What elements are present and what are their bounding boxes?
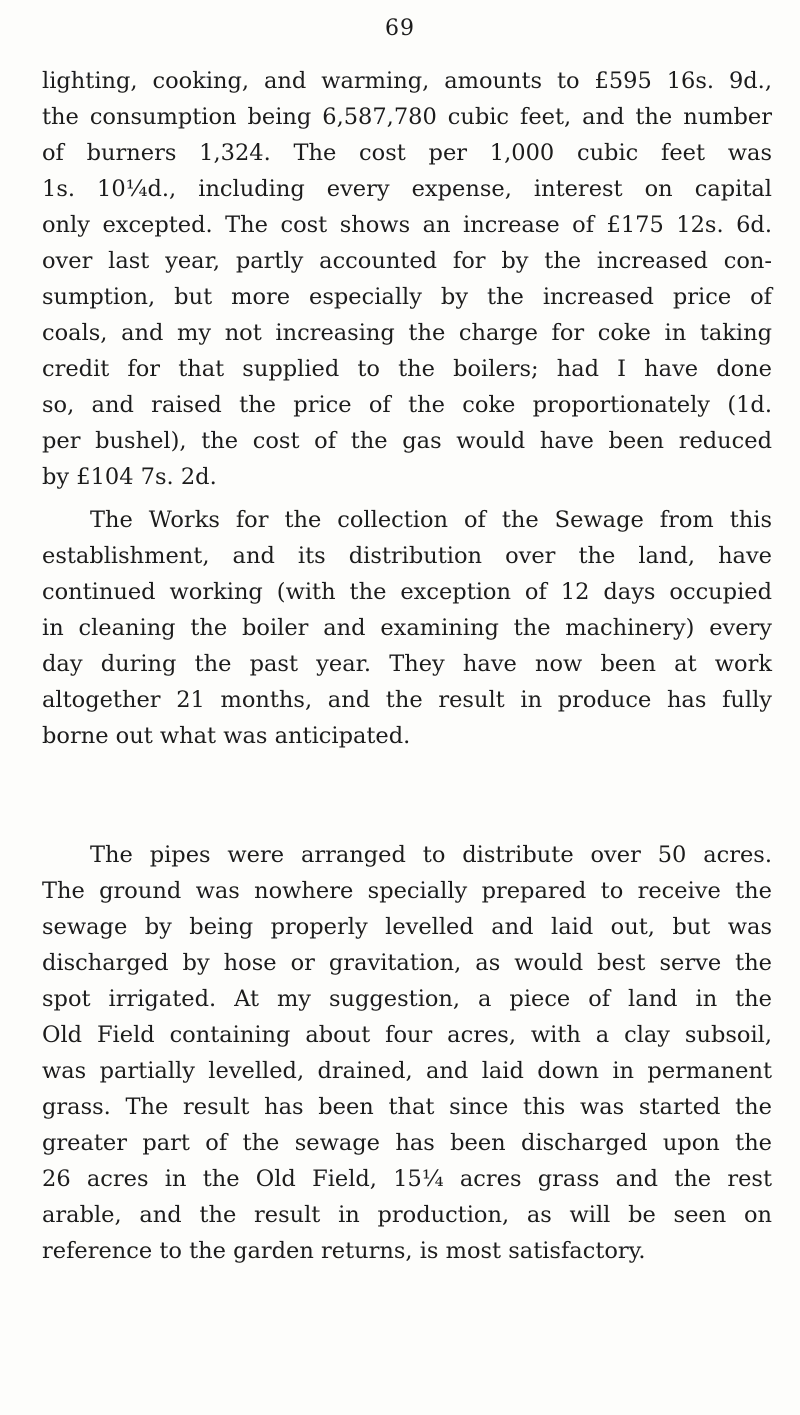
text-line: The ground was nowhere specially prepared to receive the	[42, 878, 772, 904]
text-line: lighting, cooking, and warming, amounts to £595 16s. 9d.,	[42, 68, 772, 94]
text-line: so, and raised the price of the coke proportionately (1d.	[42, 392, 772, 418]
text-line: grass. The result has been that since this was started the	[42, 1094, 772, 1120]
text-line: establishment, and its distribution over the land, have	[42, 543, 772, 569]
text-line: 1s. 10¼d., including every expense, interest on capital	[42, 176, 772, 202]
text-line: reference to the garden returns, is most satisfactory.	[42, 1238, 646, 1264]
text-line: borne out what was anticipated.	[42, 723, 411, 749]
text-line: day during the past year. They have now been at work	[42, 651, 772, 677]
text-line: spot irrigated. At my suggestion, a piece of land in the	[42, 986, 772, 1012]
text-line: discharged by hose or gravitation, as would best serve the	[42, 950, 772, 976]
text-line: was partially levelled, drained, and laid down in permanent	[42, 1058, 772, 1084]
text-line: by £104 7s. 2d.	[42, 464, 217, 490]
text-line: continued working (with the exception of 12 days occupied	[42, 579, 772, 605]
text-line: credit for that supplied to the boilers; had I have done	[42, 356, 772, 382]
text-line: coals, and my not increasing the charge for coke in taking	[42, 320, 772, 346]
text-line: The pipes were arranged to distribute over 50 acres.	[90, 842, 772, 868]
text-line: The Works for the collection of the Sewage from this	[90, 507, 772, 533]
text-line: Old Field containing about four acres, with a clay subsoil,	[42, 1022, 772, 1048]
text-line: only excepted. The cost shows an increase of £175 12s. 6d.	[42, 212, 772, 238]
text-line: 26 acres in the Old Field, 15¼ acres grass and the rest	[42, 1166, 772, 1192]
text-line: sewage by being properly levelled and laid out, but was	[42, 914, 772, 940]
text-line: greater part of the sewage has been discharged upon the	[42, 1130, 772, 1156]
text-line: sumption, but more especially by the increased price of	[42, 284, 772, 310]
page-number: 69	[385, 16, 415, 41]
text-line: in cleaning the boiler and examining the machinery) every	[42, 615, 772, 641]
text-line: over last year, partly accounted for by the increased con-	[42, 248, 772, 274]
text-line: arable, and the result in production, as will be seen on	[42, 1202, 772, 1228]
text-line: of burners 1,324. The cost per 1,000 cubic feet was	[42, 140, 772, 166]
text-line: per bushel), the cost of the gas would have been reduced	[42, 428, 772, 454]
text-line: the consumption being 6,587,780 cubic feet, and the number	[42, 104, 772, 130]
text-line: altogether 21 months, and the result in produce has fully	[42, 687, 772, 713]
